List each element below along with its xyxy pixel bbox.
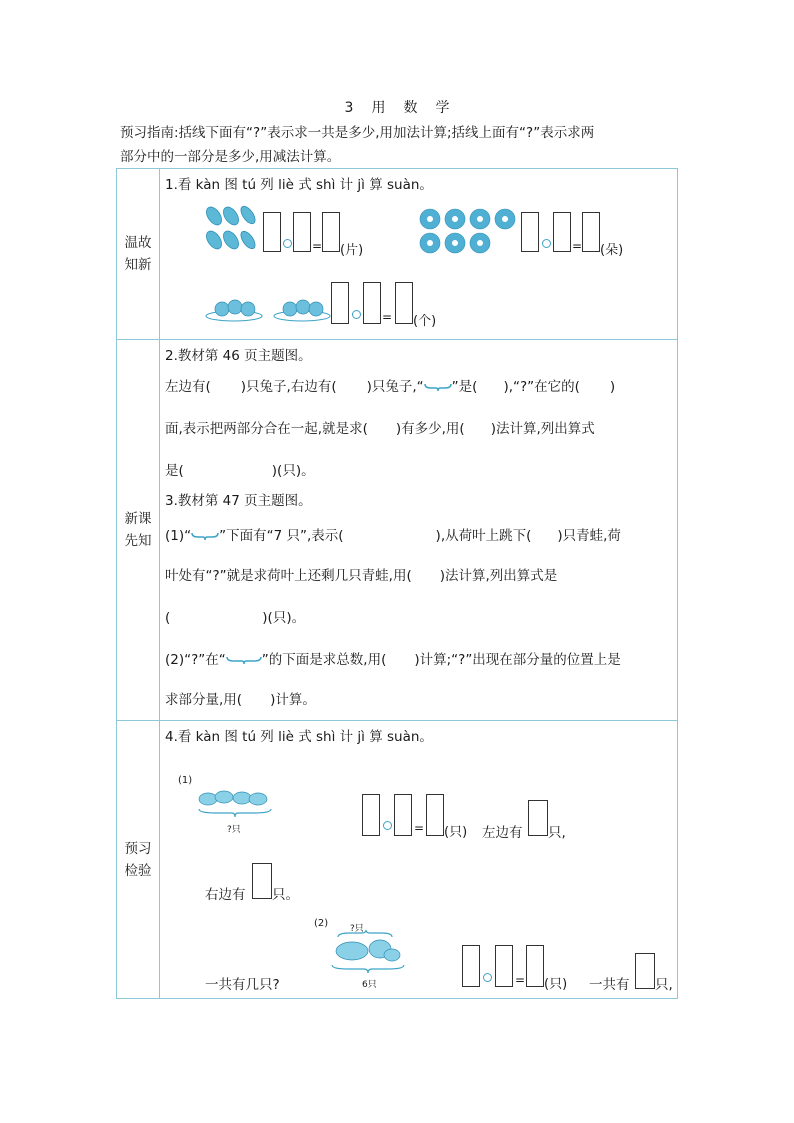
sub2-img-top: ?只 bbox=[350, 924, 364, 934]
answer-box[interactable] bbox=[252, 863, 272, 899]
q3-heading: 3.教材第 47 页主题图。 bbox=[165, 493, 312, 509]
guide-line-2: 部分中的一部分是多少,用减法计算。 bbox=[120, 149, 341, 165]
q2-heading: 2.教材第 46 页主题图。 bbox=[165, 348, 312, 364]
brace-icon bbox=[226, 655, 262, 665]
operator-circle[interactable] bbox=[283, 239, 292, 248]
left-count-unit: 只, bbox=[548, 825, 566, 841]
answer-box[interactable] bbox=[362, 794, 380, 836]
worksheet-table bbox=[116, 168, 678, 999]
answer-box[interactable] bbox=[426, 794, 444, 836]
answer-box[interactable] bbox=[293, 212, 311, 252]
q3-part1-line-2: 叶处有“?”就是求荷叶上还剩几只青蛙,用( )法计算,列出算式是 bbox=[165, 568, 558, 584]
frogs-picture-1 bbox=[196, 787, 274, 821]
flowers-icon bbox=[418, 207, 518, 255]
answer-box[interactable] bbox=[528, 800, 548, 836]
left-count-label: 左边有 bbox=[482, 825, 523, 841]
page-title: 3 用 数 学 bbox=[344, 100, 450, 116]
q2-line-3: 是( )(只)。 bbox=[165, 463, 315, 479]
total-count-unit: 只, bbox=[655, 977, 673, 993]
answer-box[interactable] bbox=[495, 945, 513, 987]
answer-box[interactable] bbox=[553, 212, 571, 252]
sub2-label: (2) bbox=[314, 918, 329, 929]
answer-box[interactable] bbox=[635, 953, 655, 989]
answer-box[interactable] bbox=[394, 794, 412, 836]
answer-box[interactable] bbox=[462, 945, 480, 987]
q3-part2-line-1: (2)“?”在“ ”的下面是求总数,用( )计算;“?”出现在部分量的位置上是 bbox=[165, 652, 621, 668]
equals-sign: = bbox=[414, 821, 425, 835]
sub1-img-caption: ?只 bbox=[227, 825, 241, 835]
leaves-icon bbox=[204, 204, 260, 254]
preview-guide bbox=[120, 121, 680, 169]
equals-sign: = bbox=[572, 239, 583, 253]
brace-icon bbox=[191, 531, 219, 541]
answer-box[interactable] bbox=[363, 282, 381, 324]
section-check bbox=[160, 721, 678, 999]
answer-box[interactable] bbox=[331, 282, 349, 324]
q2-line-1: 左边有( )只兔子,右边有( )只兔子,“ ”是( ),“?”在它的( ) bbox=[165, 379, 616, 395]
section-new bbox=[160, 340, 678, 721]
sub2-question: 一共有几只? bbox=[205, 977, 280, 993]
operator-circle[interactable] bbox=[352, 310, 361, 319]
unit-label: (只) bbox=[544, 977, 568, 992]
answer-box[interactable] bbox=[582, 212, 600, 252]
total-count-label: 一共有 bbox=[589, 977, 630, 993]
q4-heading: 4.看 kàn 图 tú 列 liè 式 shì 计 jì 算 suàn。 bbox=[165, 729, 433, 745]
brace-icon bbox=[424, 382, 452, 392]
unit-label: (个) bbox=[413, 314, 437, 329]
equals-sign: = bbox=[382, 310, 393, 324]
unit-label: (只) bbox=[444, 825, 468, 840]
operator-circle[interactable] bbox=[542, 239, 551, 248]
answer-box[interactable] bbox=[526, 945, 544, 987]
q3-part1-line-3: ( )(只)。 bbox=[165, 610, 306, 626]
q3-part2-line-2: 求部分量,用( )计算。 bbox=[165, 692, 316, 708]
answer-box[interactable] bbox=[322, 212, 340, 252]
right-count-unit: 只。 bbox=[272, 887, 299, 903]
section-label-review: 温故 知新 bbox=[117, 169, 160, 340]
equals-sign: = bbox=[312, 239, 323, 253]
section-label-new: 新课 先知 bbox=[117, 340, 160, 721]
q2-line-2: 面,表示把两部分合在一起,就是求( )有多少,用( )法计算,列出算式 bbox=[165, 421, 595, 437]
unit-label: (朵) bbox=[600, 243, 624, 258]
answer-box[interactable] bbox=[395, 282, 413, 324]
fruit-plates-icon bbox=[204, 289, 334, 323]
q1-heading: 1.看 kàn 图 tú 列 liè 式 shì 计 jì 算 suàn。 bbox=[165, 177, 433, 193]
operator-circle[interactable] bbox=[483, 973, 492, 982]
right-count-label: 右边有 bbox=[205, 887, 246, 903]
frogs-picture-2 bbox=[330, 929, 408, 979]
section-review bbox=[160, 169, 678, 340]
section-label-check: 预习 检验 bbox=[117, 721, 160, 999]
operator-circle[interactable] bbox=[383, 821, 392, 830]
sub2-img-caption: 6只 bbox=[362, 980, 377, 990]
answer-box[interactable] bbox=[521, 212, 539, 252]
q3-part1-line-1: (1)“ ”下面有“7 只”,表示( ),从荷叶上跳下( )只青蛙,荷 bbox=[165, 528, 621, 544]
unit-label: (片) bbox=[340, 243, 364, 258]
answer-box[interactable] bbox=[263, 212, 281, 252]
guide-line-1: 预习指南:括线下面有“?”表示求一共是多少,用加法计算;括线上面有“?”表示求两 bbox=[120, 125, 595, 141]
equals-sign: = bbox=[515, 973, 526, 987]
sub1-label: (1) bbox=[178, 775, 193, 786]
